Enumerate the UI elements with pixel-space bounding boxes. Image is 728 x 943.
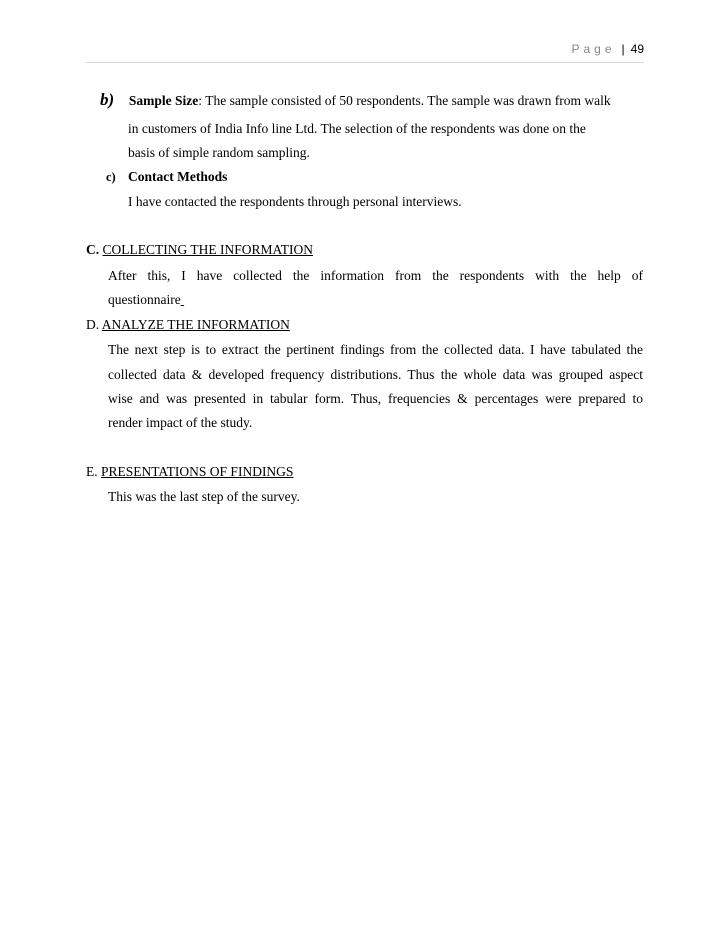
section-E-letter: E. bbox=[86, 464, 98, 479]
section-C-title: COLLECTING THE INFORMATION bbox=[102, 242, 313, 257]
section-b-line-1: The sample consisted of 50 respondents. The sample was drawn from walk bbox=[205, 93, 611, 108]
section-E-title: PRESENTATIONS OF FINDINGS bbox=[101, 464, 294, 479]
section-b-marker: b) bbox=[100, 90, 115, 109]
section-C-line-2: questionnaire bbox=[108, 292, 181, 307]
section-D-letter: D. bbox=[86, 317, 100, 332]
section-C-letter: C. bbox=[86, 242, 100, 257]
section-b-term: Sample Size bbox=[128, 93, 199, 108]
section-b-first-line bbox=[100, 91, 611, 110]
section-E-heading bbox=[86, 463, 293, 481]
section-D-line-3: wise and was presented in tabular form. Thus, frequencies & percentages were prepared to bbox=[108, 391, 643, 406]
section-b-colon: : bbox=[198, 93, 203, 108]
section-C-line-2-wrap bbox=[108, 291, 184, 309]
header-rule bbox=[86, 62, 644, 63]
section-b-line-2: in customers of India Info line Ltd. The selection of the respondents was done on the bbox=[128, 121, 586, 136]
page-header bbox=[571, 42, 644, 56]
header-separator: | bbox=[621, 42, 625, 56]
section-D-heading bbox=[86, 316, 290, 334]
section-D-line-1: The next step is to extract the pertinent findings from the collected data. I have tabulated the bbox=[108, 342, 643, 357]
page-word: Page bbox=[571, 42, 616, 56]
section-D-title: ANALYZE THE INFORMATION bbox=[101, 317, 290, 332]
section-b-line-3: basis of simple random sampling. bbox=[128, 145, 310, 160]
section-C-underscore bbox=[181, 292, 184, 307]
page-number: 49 bbox=[630, 42, 644, 56]
section-C-line-1: After this, I have collected the information from the respondents with the help of bbox=[108, 268, 643, 283]
contact-methods-text: I have contacted the respondents through personal interviews. bbox=[128, 194, 462, 209]
contact-methods-title: Contact Methods bbox=[128, 169, 228, 184]
section-E-text: This was the last step of the survey. bbox=[108, 489, 300, 504]
section-D-line-2: collected data & developed frequency distributions. Thus the whole data was grouped aspect bbox=[108, 367, 643, 382]
section-C-heading bbox=[86, 241, 313, 259]
section-c-marker: c) bbox=[106, 170, 116, 184]
section-D-line-4: render impact of the study. bbox=[108, 415, 253, 430]
